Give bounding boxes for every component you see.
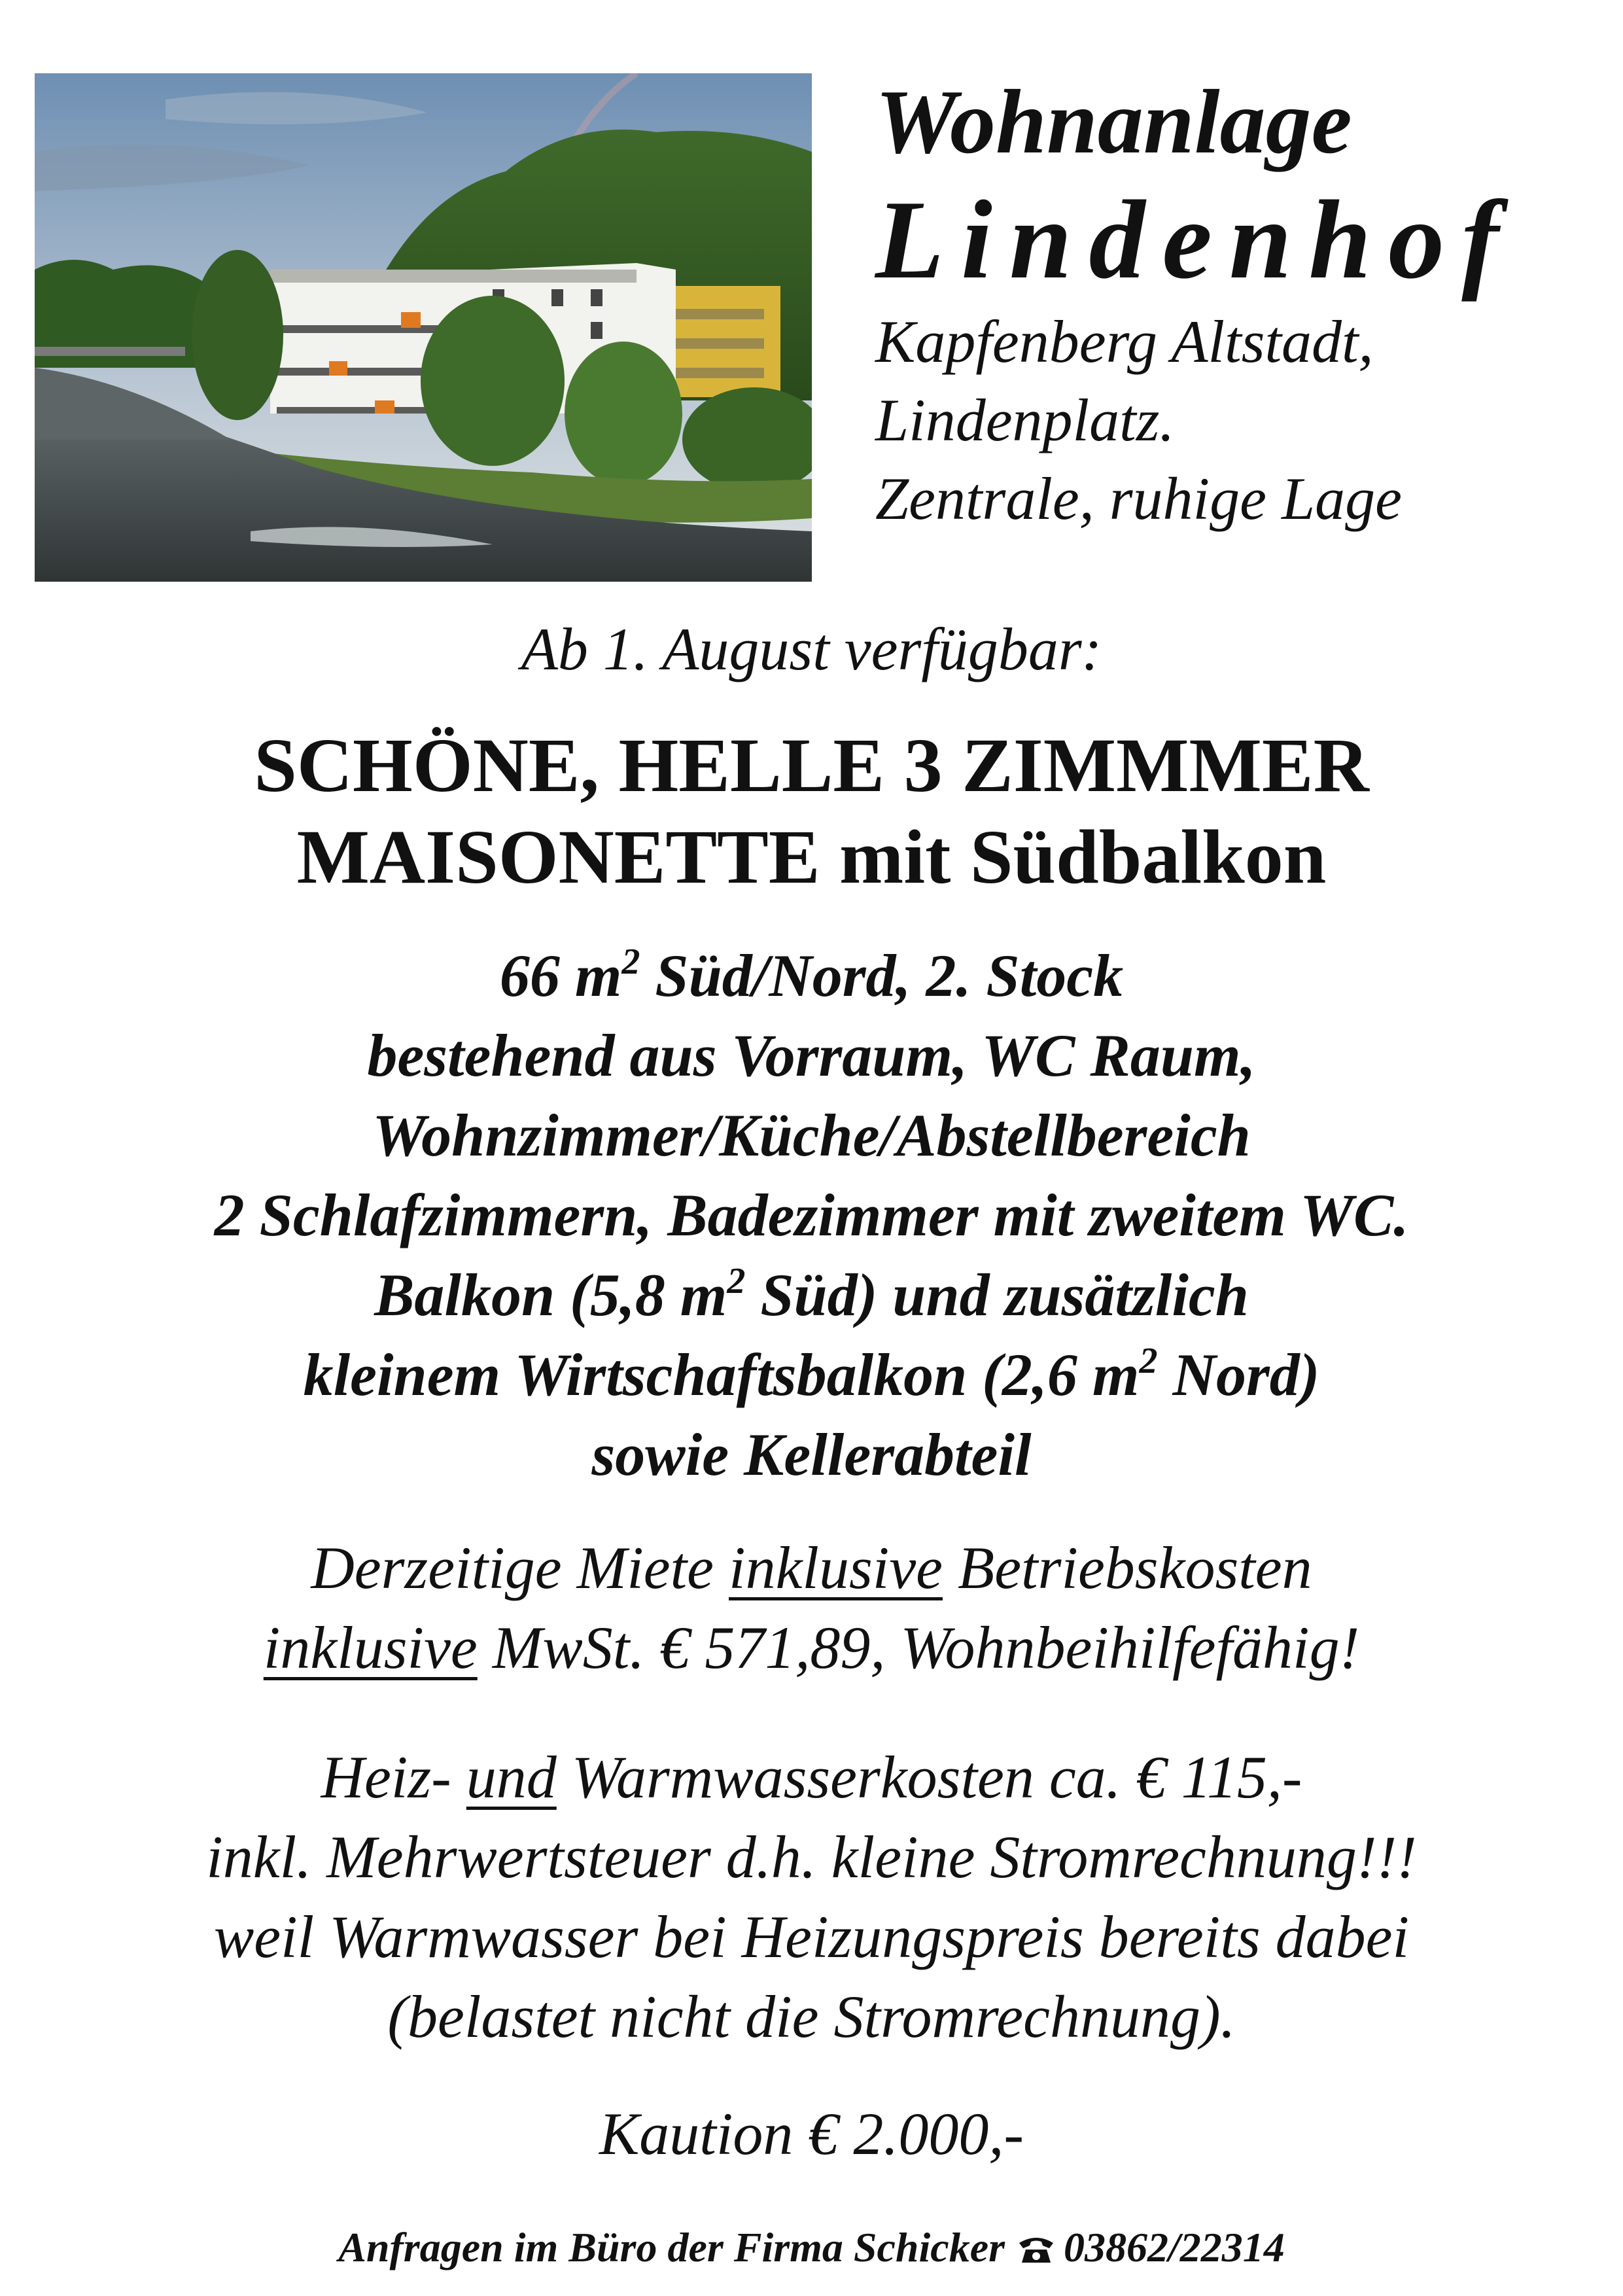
building-photo <box>35 73 812 582</box>
rooms-line-1: bestehend aus Vorraum, WC Raum, <box>367 1022 1256 1089</box>
deposit: Kaution € 2.000,- <box>599 2100 1024 2167</box>
heating-info <box>0 1737 1623 2057</box>
header-block <box>875 73 1595 538</box>
heating-line-2: inkl. Mehrwertsteuer d.h. kleine Stromrechnung!!! <box>206 1824 1417 1890</box>
availability: Ab 1. August verfügbar: <box>521 616 1102 682</box>
phone-icon <box>1017 2221 1056 2280</box>
rent-line-1: Derzeitige Miete inklusive Betriebskosten <box>311 1534 1312 1601</box>
utility-balcony-line: kleinem Wirtschaftsbalkon (2,6 $m^2$ Nord) <box>303 1341 1320 1408</box>
rooms-line-2: Wohnzimmer/Küche/Abstellbereich <box>372 1102 1251 1169</box>
location-line-1: Kapfenberg Altstadt, <box>875 308 1374 375</box>
headline-line-1: SCHÖNE, HELLE 3 ZIMMMER <box>254 722 1369 808</box>
heating-line-1: Heiz- und Warmwasserkosten ca. € 115,- <box>321 1744 1302 1810</box>
contact-text: Anfragen im Büro der Firma Schicker <box>338 2224 1005 2270</box>
title-line-2: Lindenhof <box>875 178 1516 302</box>
location-line-3: Zentrale, ruhige Lage <box>875 465 1402 532</box>
rent-line-2: inklusive MwSt. € 571,89, Wohnbeihilfefähig! <box>263 1614 1360 1681</box>
rooms-line-3: 2 Schlafzimmern, Badezimmer mit zweitem WC. <box>214 1182 1409 1248</box>
area-line: 66 $m^2$ Süd/Nord, 2. Stock <box>499 942 1124 1009</box>
heating-line-4: (belastet nicht die Stromrechnung). <box>387 1983 1236 2050</box>
headline-line-2: MAISONETTE mit Südbalkon <box>296 814 1327 900</box>
balcony-line: Balkon (5,8 $m^2$ Süd) und zusätzlich <box>374 1261 1249 1328</box>
cellar-line: sowie Kellerabteil <box>591 1421 1032 1488</box>
heating-line-3: weil Warmwasser bei Heizungspreis bereits dabei <box>213 1903 1410 1970</box>
apartment-details <box>0 936 1623 1494</box>
headline <box>0 720 1623 903</box>
contact-line <box>0 2218 1623 2280</box>
rent-info <box>0 1528 1623 1687</box>
title-line-1: Wohnanlage <box>875 71 1352 173</box>
phone-number[interactable]: 03862/22314 <box>1064 2224 1285 2270</box>
location-line-2: Lindenplatz. <box>875 387 1175 453</box>
